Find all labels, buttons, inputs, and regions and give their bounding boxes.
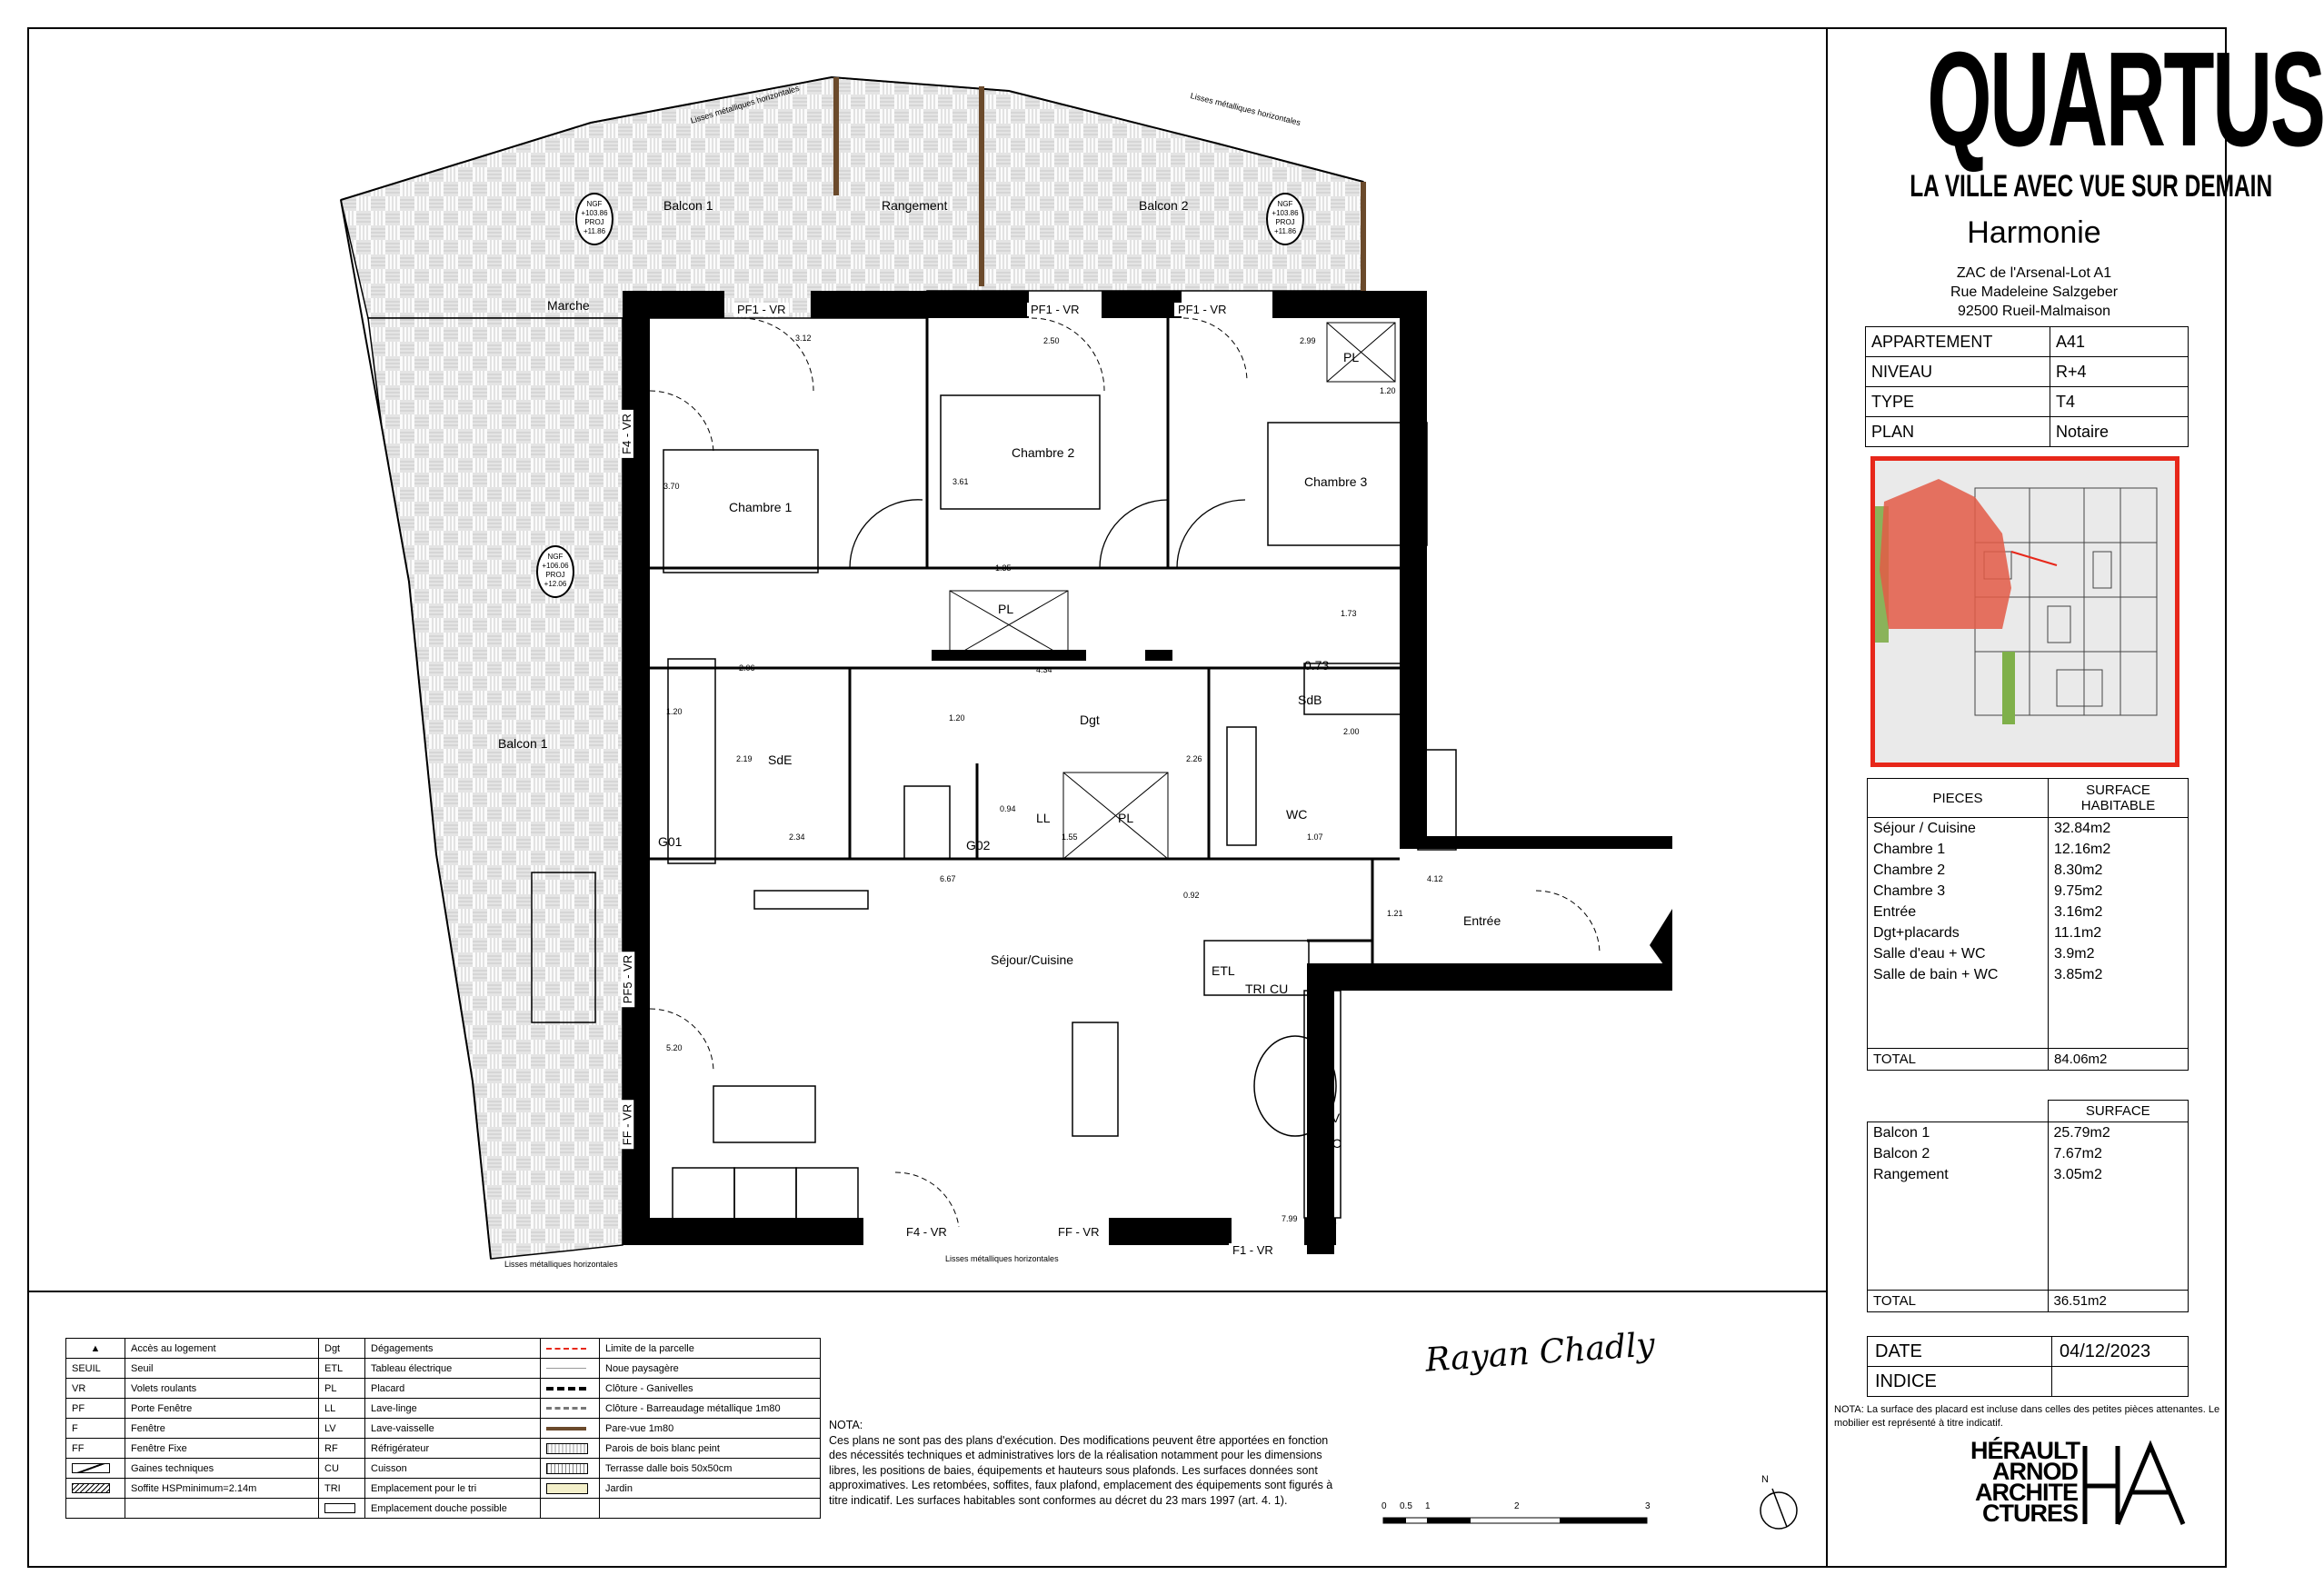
- legend-abbr: LV: [319, 1419, 365, 1439]
- exterieur-value: 25.79m2: [2048, 1122, 2189, 1144]
- placards: [950, 323, 1395, 859]
- room-balcon-1-left: Balcon 1: [498, 736, 548, 751]
- label-lv: LV: [1325, 1111, 1341, 1125]
- dim-6: 3.61: [953, 477, 969, 486]
- legend-row: [66, 1499, 821, 1519]
- pieces-total-label: TOTAL: [1868, 1049, 2049, 1071]
- piece-value: 32.84m2: [2049, 818, 2189, 840]
- exterieur-name: Balcon 2: [1868, 1143, 2049, 1164]
- legend-abbr: ETL: [319, 1359, 365, 1379]
- legend-abbr: F: [66, 1419, 125, 1439]
- legend-row: [66, 1379, 821, 1399]
- legend-symbol: [541, 1359, 600, 1379]
- dim-15: 1.20: [949, 713, 965, 723]
- surface-note: NOTA: La surface des placard est incluse dans celles des petites pièces attenantes. Le mobilier est représenté à titre indicatif.: [1834, 1404, 2220, 1429]
- pieces-total-value: 84.06m2: [2049, 1049, 2189, 1071]
- legend-abbr: FF: [66, 1439, 125, 1459]
- table-row-empty: [1868, 985, 2189, 1006]
- architect-line-1: HÉRAULT: [1970, 1437, 2080, 1464]
- legend-label: Porte Fenêtre: [125, 1399, 319, 1419]
- table-row-empty: [1868, 1248, 2189, 1269]
- legend-symbol: [319, 1499, 365, 1519]
- location-map: [1875, 461, 2175, 763]
- legend-row: [66, 1339, 821, 1359]
- table-row: [1868, 1164, 2189, 1185]
- info-value: A41: [2050, 327, 2189, 357]
- legend-label: Clôture - Ganivelles: [600, 1379, 821, 1399]
- pieces-total: [1868, 1049, 2189, 1071]
- pieces-table: [1867, 778, 2189, 1071]
- legend-abbr: TRI: [319, 1479, 365, 1499]
- scale-tick-1: 1: [1425, 1501, 1431, 1511]
- dim-9: 1.73: [1341, 609, 1357, 618]
- piece-name: Entrée: [1868, 902, 2049, 922]
- piece-name: Salle d'eau + WC: [1868, 943, 2049, 964]
- legend-label: Emplacement pour le tri: [365, 1479, 541, 1499]
- piece-value: 3.9m2: [2049, 943, 2189, 964]
- disclaimer-note: [829, 1418, 1338, 1508]
- legend-label: Placard: [365, 1379, 541, 1399]
- piece-name: Salle de bain + WC: [1868, 964, 2049, 985]
- table-row: [1868, 839, 2189, 860]
- floor-plan: [36, 36, 1818, 1286]
- room-chambre-1: Chambre 1: [729, 500, 793, 514]
- legend-label: Fenêtre Fixe: [125, 1439, 319, 1459]
- legend-label: Jardin: [600, 1479, 821, 1499]
- partitions: [650, 318, 1400, 963]
- info-row: [1866, 417, 2189, 447]
- pieces-header-right: SURFACE HABITABLE: [2049, 779, 2189, 818]
- brand-tagline: LA VILLE AVEC VUE SUR DEMAIN: [1910, 169, 2273, 204]
- legend-symbol: [541, 1439, 600, 1459]
- dim-7: 2.97: [1411, 464, 1427, 473]
- location-thumbnail: [1870, 456, 2179, 767]
- legend-label: Réfrigérateur: [365, 1439, 541, 1459]
- legend-abbr: RF: [319, 1439, 365, 1459]
- nota-body: Ces plans ne sont pas des plans d'exécution. Des modifications peuvent être apportées en fonction des nécessités techniques et administratives lors de la réalisation notamment pour les dimensions libres, les positions de baies, équipements et hauteurs sous plafonds. Les surfaces données sont approximatives. Les retombées, soffites, faux plafond, emplacement des équipements sont figurés à titre indicatif. Les surfaces habitables sont conformes au décret du 23 mars 1997 (art. 4. 1).: [829, 1433, 1333, 1507]
- address-line-3: 92500 Rueil-Malmaison: [1957, 304, 2111, 319]
- dim-3: 2.99: [1300, 336, 1316, 345]
- piece-value: 9.75m2: [2049, 881, 2189, 902]
- info-row: [1866, 357, 2189, 387]
- legend-label: Seuil: [125, 1359, 319, 1379]
- legend-row: [66, 1399, 821, 1419]
- legend-row: [66, 1479, 821, 1499]
- indice-value: [2052, 1367, 2189, 1397]
- table-row-empty: [1868, 1227, 2189, 1248]
- legend-symbol: [541, 1339, 600, 1359]
- title-block-separator: [1826, 27, 1828, 1568]
- legend-label: Parois de bois blanc peint: [600, 1439, 821, 1459]
- table-row: [1868, 1143, 2189, 1164]
- balcony-left: [368, 318, 623, 1259]
- window-ff-left: FF - VR: [620, 1101, 633, 1150]
- legend-abbr: PF: [66, 1399, 125, 1419]
- legend-label: Cuisson: [365, 1459, 541, 1479]
- dim-11: 2.06: [739, 663, 755, 673]
- table-row-empty: [1868, 1006, 2189, 1027]
- window-pf5: PF5 - VR: [621, 952, 634, 1007]
- table-row: [1868, 964, 2189, 985]
- table-row-empty: [1868, 1269, 2189, 1291]
- date-row: [1868, 1337, 2189, 1367]
- label-pl-3: PL: [1343, 350, 1360, 364]
- legend-symbol: [541, 1479, 600, 1499]
- compass-icon: [1756, 1485, 1801, 1530]
- legend-table: [65, 1338, 821, 1519]
- north-arrow: [1756, 1474, 1810, 1538]
- legend-symbol: [66, 1479, 125, 1499]
- date-value: 04/12/2023: [2052, 1337, 2189, 1367]
- dim-4: 1.20: [1380, 386, 1396, 395]
- room-sde: SdE: [768, 753, 793, 767]
- date-table: [1867, 1336, 2189, 1397]
- dim-27: 0.93: [1406, 673, 1422, 682]
- level-badge-1: NGF +103.86 PROJ +11.86: [575, 193, 613, 245]
- dim-28: 1.20: [666, 707, 683, 716]
- room-sejour-cuisine: Séjour/Cuisine: [991, 952, 1074, 967]
- legend-row: [66, 1439, 821, 1459]
- dim-5: 3.70: [663, 482, 680, 491]
- dim-25: 2.26: [1186, 754, 1202, 763]
- table-row: [1868, 860, 2189, 881]
- architect-line-3: ARCHITE: [1975, 1479, 2078, 1506]
- indice-row: [1868, 1367, 2189, 1397]
- info-label: TYPE: [1866, 387, 2050, 417]
- dim-13: 2.00: [1343, 727, 1360, 736]
- level-badge-2: NGF +103.86 PROJ +11.86: [1266, 193, 1304, 245]
- label-lc: LC: [1325, 1136, 1342, 1151]
- legend-symbol: [66, 1459, 125, 1479]
- scale-tick-05: 0.5: [1400, 1501, 1412, 1511]
- legend-abbr: CU: [319, 1459, 365, 1479]
- piece-value: 3.16m2: [2049, 902, 2189, 922]
- table-row: [1868, 902, 2189, 922]
- project-address: [1861, 264, 2207, 321]
- room-rangement: Rangement: [882, 198, 948, 213]
- exterieur-name: Balcon 1: [1868, 1122, 2049, 1144]
- label-rf: RF: [1320, 1220, 1337, 1234]
- dim-20: 4.12: [1427, 874, 1443, 883]
- dim-19: 6.67: [940, 874, 956, 883]
- table-row: [1868, 922, 2189, 943]
- piece-name: Chambre 3: [1868, 881, 2049, 902]
- table-row: [1868, 818, 2189, 840]
- table-row: [1868, 943, 2189, 964]
- room-marche: Marche: [547, 298, 590, 313]
- legend-abbr: LL: [319, 1399, 365, 1419]
- legend-label: Soffite HSPminimum=2.14m: [125, 1479, 319, 1499]
- triangle-icon: ▲: [90, 1342, 101, 1354]
- table-row-empty: [1868, 1185, 2189, 1206]
- label-ll: LL: [1036, 811, 1051, 825]
- pieces-header: [1868, 779, 2189, 818]
- room-balcon-1-top: Balcon 1: [663, 198, 713, 213]
- room-chambre-3: Chambre 3: [1304, 474, 1368, 489]
- nota-title: NOTA:: [829, 1419, 863, 1431]
- dim-21: 0.92: [1183, 891, 1200, 900]
- window-pf1-1: PF1 - VR: [733, 303, 789, 316]
- info-row: [1866, 327, 2189, 357]
- label-g01: G01: [658, 834, 683, 849]
- legend-row: [66, 1419, 821, 1439]
- legend-label: Emplacement douche possible: [365, 1499, 541, 1519]
- dim-26: 0.94: [1000, 804, 1016, 813]
- legend-label: Lave-vaisselle: [365, 1419, 541, 1439]
- piece-value: 8.30m2: [2049, 860, 2189, 881]
- edge-label-bottom-2: Lisses métalliques horizontales: [945, 1254, 1059, 1263]
- table-row: [1868, 881, 2189, 902]
- door-arcs: [850, 500, 1245, 568]
- scale-tick-3: 3: [1645, 1501, 1651, 1511]
- piece-value: 3.85m2: [2049, 964, 2189, 985]
- quartus-logo: QUARTUS: [1927, 25, 2324, 174]
- window-f4-left: F4 - VR: [620, 410, 633, 458]
- balcony-top: [341, 77, 1363, 318]
- apartment-info-table: [1865, 326, 2189, 447]
- info-value: Notaire: [2050, 417, 2189, 447]
- table-row-empty: [1868, 1027, 2189, 1049]
- signature: Rayan Chadly: [1423, 1326, 1657, 1380]
- legend-label: Pare-vue 1m80: [600, 1419, 821, 1439]
- exterieur-value: 3.05m2: [2048, 1164, 2189, 1185]
- label-pl-1: PL: [998, 602, 1014, 616]
- legend-symbol: [541, 1379, 600, 1399]
- dim-1: 3.12: [795, 334, 812, 343]
- project-name: Harmonie: [1967, 215, 2101, 250]
- legend-abbr: VR: [66, 1379, 125, 1399]
- piece-value: 11.1m2: [2049, 922, 2189, 943]
- dim-14: 2.19: [736, 754, 753, 763]
- scale-tick-2: 2: [1514, 1501, 1520, 1511]
- legend-label: Noue paysagère: [600, 1359, 821, 1379]
- legend-symbol: [541, 1459, 600, 1479]
- info-row: [1866, 387, 2189, 417]
- piece-name: Chambre 1: [1868, 839, 2049, 860]
- exterieurs-total-value: 36.51m2: [2048, 1291, 2189, 1312]
- label-etl: ETL: [1212, 963, 1235, 978]
- label-cu: CU: [1270, 982, 1289, 996]
- dim-17: 1.55: [1062, 832, 1078, 842]
- floor-plan-drawing: [36, 36, 1818, 1286]
- north-label: N: [1761, 1474, 1769, 1485]
- legend-label: Clôture - Barreaudage métallique 1m80: [600, 1399, 821, 1419]
- exterieur-name: Rangement: [1868, 1164, 2049, 1185]
- info-value: T4: [2050, 387, 2189, 417]
- info-label: PLAN: [1866, 417, 2050, 447]
- info-label: APPARTEMENT: [1866, 327, 2050, 357]
- legend-abbr: SEUIL: [66, 1359, 125, 1379]
- exterieurs-total: [1868, 1291, 2189, 1312]
- address-line-2: Rue Madeleine Salzgeber: [1950, 284, 2119, 300]
- legend-label: Dégagements: [365, 1339, 541, 1359]
- piece-value: 12.16m2: [2049, 839, 2189, 860]
- dim-8: 1.35: [995, 563, 1012, 573]
- indice-label: INDICE: [1868, 1367, 2052, 1397]
- room-dgt: Dgt: [1080, 713, 1100, 727]
- table-row-empty: [1868, 1206, 2189, 1227]
- legend-label: Gaines techniques: [125, 1459, 319, 1479]
- legend-label: Volets roulants: [125, 1379, 319, 1399]
- exterieurs-total-label: TOTAL: [1868, 1291, 2049, 1312]
- window-f4-bottom: F4 - VR: [903, 1225, 951, 1239]
- scale-tick-0: 0: [1381, 1501, 1387, 1511]
- date-label: DATE: [1868, 1337, 2052, 1367]
- legend-separator: [27, 1291, 1827, 1292]
- legend-label: Fenêtre: [125, 1419, 319, 1439]
- architect-name: [1970, 1437, 2080, 1527]
- legend-row: [66, 1459, 821, 1479]
- legend-abbr: PL: [319, 1379, 365, 1399]
- address-line-1: ZAC de l'Arsenal-Lot A1: [1956, 265, 2112, 281]
- exterieur-value: 7.67m2: [2048, 1143, 2189, 1164]
- dim-16: 2.34: [789, 832, 805, 842]
- dim-24: 5.20: [666, 1043, 683, 1052]
- label-g03: G03: [1329, 978, 1353, 992]
- architect-line-4: CTURES: [1981, 1500, 2078, 1527]
- exterieurs-header: [1868, 1101, 2189, 1122]
- room-balcon-2: Balcon 2: [1139, 198, 1189, 213]
- dim-2: 2.50: [1043, 336, 1060, 345]
- legend-abbr: Dgt: [319, 1339, 365, 1359]
- brand-block: [1861, 25, 2324, 321]
- legend-label: Lave-linge: [365, 1399, 541, 1419]
- legend-label: Tableau électrique: [365, 1359, 541, 1379]
- label-tri: TRI: [1245, 982, 1266, 996]
- edge-label-bottom: Lisses métalliques horizontales: [504, 1260, 618, 1269]
- architect-line-2: ARNOD: [1992, 1458, 2078, 1485]
- exterieurs-table: [1867, 1100, 2189, 1312]
- piece-name: Séjour / Cuisine: [1868, 818, 2049, 840]
- table-row: [1868, 1122, 2189, 1144]
- legend-label: Accès au logement: [125, 1339, 319, 1359]
- legend-row: [66, 1359, 821, 1379]
- piece-name: Dgt+placards: [1868, 922, 2049, 943]
- window-pf1-3: PF1 - VR: [1174, 303, 1230, 316]
- dim-18: 1.07: [1307, 832, 1323, 842]
- legend-symbol: [541, 1419, 600, 1439]
- dim-23: 7.99: [1282, 1214, 1298, 1223]
- legend-symbol: [66, 1339, 125, 1359]
- room-chambre-2: Chambre 2: [1012, 445, 1075, 460]
- dim-12: 4.34: [1036, 665, 1052, 674]
- info-value: R+4: [2050, 357, 2189, 387]
- piece-name: Chambre 2: [1868, 860, 2049, 881]
- scale-bar: [1381, 1500, 1654, 1536]
- legend-label: Terrasse dalle bois 50x50cm: [600, 1459, 821, 1479]
- label-pl-2: PL: [1118, 811, 1134, 825]
- info-label: NIVEAU: [1866, 357, 2050, 387]
- room-wc: WC: [1286, 807, 1308, 822]
- window-f1: F1 - VR: [1229, 1243, 1277, 1257]
- exterieurs-header-right: SURFACE: [2048, 1101, 2189, 1122]
- ha-mark-icon: [2081, 1442, 2183, 1528]
- legend-label: Limite de la parcelle: [600, 1339, 821, 1359]
- legend-symbol: [541, 1399, 600, 1419]
- dim-10: 0.73: [1304, 658, 1330, 673]
- dim-22: 1.21: [1387, 909, 1403, 918]
- room-sdb: SdB: [1298, 693, 1322, 707]
- edge-label-top: Lisses métalliques horizontales: [689, 83, 801, 125]
- label-g04: G04: [1409, 834, 1433, 849]
- architect-logo: [1970, 1437, 2189, 1540]
- label-g02: G02: [966, 838, 991, 852]
- room-entree: Entrée: [1463, 913, 1501, 928]
- level-badge-3: NGF +106.06 PROJ +12.06: [536, 545, 574, 598]
- window-ff-bottom: FF - VR: [1054, 1225, 1103, 1239]
- window-pf1-2: PF1 - VR: [1027, 303, 1082, 316]
- pieces-header-left: PIECES: [1868, 779, 2049, 818]
- edge-label-top-right: Lisses métalliques horizontales: [1189, 91, 1302, 127]
